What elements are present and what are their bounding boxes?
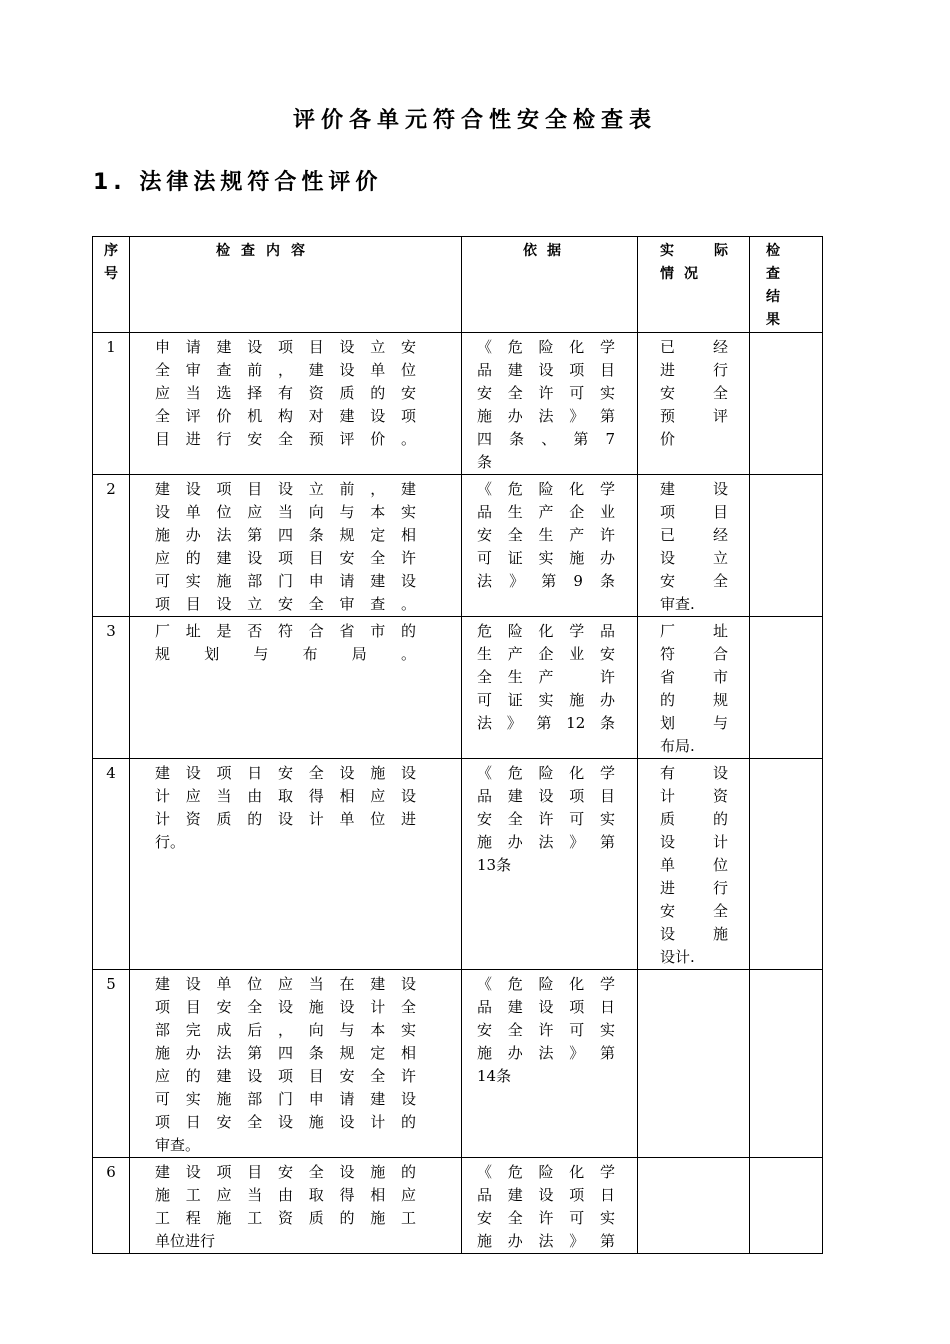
row-number: 3 (93, 617, 130, 759)
table-row (93, 1158, 823, 1254)
actual-situation-line: 有设 (660, 764, 728, 782)
check-content-cell (130, 759, 462, 970)
check-content-line: 应当选择有资质的安 (155, 384, 416, 402)
actual-situation-cell-lines (660, 762, 728, 969)
check-content-cell (130, 617, 462, 759)
table-header-row (93, 237, 823, 333)
actual-situation-line: 质的 (660, 810, 728, 828)
actual-situation-line: 已经 (660, 526, 728, 544)
check-content-line: 项目安全设施设计全 (155, 998, 416, 1016)
basis-line: 可证实施办 (477, 549, 615, 567)
basis-cell (462, 617, 638, 759)
basis-line: 法》第12条 (477, 714, 615, 732)
actual-situation-cell (638, 970, 750, 1158)
basis-line: 施办法》第 (477, 1044, 615, 1062)
check-content-line: 行。 (155, 833, 186, 851)
actual-situation-line: 项目 (660, 503, 728, 521)
basis-line: 品建设项日 (477, 998, 615, 1016)
header-actual-line-1: 实际 (660, 243, 728, 259)
basis-line: 品生产企业 (477, 503, 615, 521)
basis-cell-lines (477, 1161, 615, 1253)
actual-situation-line: 安全 (660, 384, 728, 402)
table-row (93, 759, 823, 970)
check-content-cell-lines (155, 1161, 416, 1253)
table-row (93, 617, 823, 759)
header-result-line-1: 检 (766, 243, 780, 259)
check-content-line: 项日安全设施设计的 (155, 1113, 416, 1131)
row-number: 4 (93, 759, 130, 970)
actual-situation-cell-lines (660, 620, 728, 758)
basis-line: 《危险化学 (477, 975, 615, 993)
check-content-line: 施办法第四条规定相 (155, 1044, 416, 1062)
basis-line: 法》第9条 (477, 572, 615, 590)
check-content-line: 全审查前，建设单位 (155, 361, 416, 379)
actual-situation-cell (638, 333, 750, 475)
check-content-cell-lines (155, 762, 416, 854)
header-result (750, 237, 823, 333)
check-content-cell-lines (155, 336, 416, 451)
check-result-cell (750, 1158, 823, 1254)
actual-situation-line: 安全 (660, 902, 728, 920)
compliance-check-table (92, 236, 823, 1254)
check-content-cell (130, 475, 462, 617)
actual-situation-cell (638, 475, 750, 617)
actual-situation-line: 单位 (660, 856, 728, 874)
check-content-cell-lines (155, 478, 416, 616)
actual-situation-cell-lines (660, 478, 728, 616)
header-basis: 依据 (462, 237, 638, 333)
header-content: 检查内容 (130, 237, 462, 333)
check-content-line: 施办法第四条规定相 (155, 526, 416, 544)
basis-line: 安全生产许 (477, 526, 615, 544)
basis-line: 安全许可实 (477, 1209, 615, 1227)
section-heading: 1. 法律法规符合性评价 (93, 170, 383, 195)
basis-line: 四条、第7 (477, 430, 615, 448)
basis-line: 条 (477, 453, 493, 471)
actual-situation-line: 建设 (660, 480, 728, 498)
basis-line: 安全许可实 (477, 810, 615, 828)
actual-situation-cell (638, 1158, 750, 1254)
basis-line: 施办法》第 (477, 1232, 615, 1250)
basis-line: 施办法》第 (477, 407, 615, 425)
check-content-line: 工程施工资质的施工 (155, 1209, 416, 1227)
check-content-line: 建设项目安全设施的 (155, 1163, 416, 1181)
actual-situation-line: 进行 (660, 361, 728, 379)
header-result-line-3: 结 (766, 289, 780, 305)
actual-situation-line: 符合 (660, 645, 728, 663)
actual-situation-line: 省市 (660, 668, 728, 686)
basis-cell-lines (477, 478, 615, 593)
basis-cell-lines (477, 336, 615, 474)
check-content-line: 计应当由取得相应设 (155, 787, 416, 805)
header-result-line-2: 查 (766, 266, 780, 282)
check-content-line: 可实施部门申请建设 (155, 1090, 416, 1108)
basis-line: 13条 (477, 856, 512, 874)
row-number: 2 (93, 475, 130, 617)
basis-line: 《危险化学 (477, 1163, 615, 1181)
check-result-cell (750, 475, 823, 617)
basis-line: 施办法》第 (477, 833, 615, 851)
basis-line: 《危险化学 (477, 480, 615, 498)
actual-situation-cell (638, 759, 750, 970)
check-content-line: 应的建设项目安全许 (155, 549, 416, 567)
check-content-line: 规划与布局。 (155, 645, 416, 663)
basis-line: 生产企业安 (477, 645, 615, 663)
basis-line: 《危险化学 (477, 338, 615, 356)
basis-cell (462, 475, 638, 617)
check-content-line: 目进行安全预评价。 (155, 430, 416, 448)
basis-line: 危险化学品 (477, 622, 615, 640)
basis-line: 品建设项目 (477, 361, 615, 379)
table-row (93, 970, 823, 1158)
row-number: 6 (93, 1158, 130, 1254)
header-actual (638, 237, 750, 333)
basis-cell (462, 333, 638, 475)
page-title: 评价各单元符合性安全检查表 (292, 108, 657, 133)
actual-situation-line: 计资 (660, 787, 728, 805)
check-content-cell (130, 1158, 462, 1254)
row-number: 1 (93, 333, 130, 475)
actual-situation-line: 设计. (660, 948, 695, 966)
check-content-cell (130, 970, 462, 1158)
check-result-cell (750, 333, 823, 475)
row-number: 5 (93, 970, 130, 1158)
check-content-cell-lines (155, 620, 416, 666)
actual-situation-line: 进行 (660, 879, 728, 897)
actual-situation-line: 布局. (660, 737, 695, 755)
check-content-line: 建设单位应当在建设 (155, 975, 416, 993)
basis-cell (462, 759, 638, 970)
basis-cell (462, 970, 638, 1158)
actual-situation-line: 的规 (660, 691, 728, 709)
actual-situation-line: 设计 (660, 833, 728, 851)
actual-situation-cell (638, 617, 750, 759)
check-content-line: 审查。 (155, 1136, 201, 1154)
actual-situation-line: 已经 (660, 338, 728, 356)
header-actual-line-2: 情况 (660, 266, 708, 282)
actual-situation-line: 预评 (660, 407, 728, 425)
basis-cell-lines (477, 620, 615, 735)
actual-situation-line: 厂址 (660, 622, 728, 640)
basis-cell-lines (477, 762, 615, 877)
check-content-line: 应的建设项目安全许 (155, 1067, 416, 1085)
check-content-line: 单位进行 (155, 1232, 216, 1250)
header-no-line-2: 号 (104, 266, 118, 282)
check-content-cell-lines (155, 973, 416, 1157)
basis-line: 全生产 许 (477, 668, 615, 686)
check-content-line: 计资质的设计单位进 (155, 810, 416, 828)
check-content-line: 施工应当由取得相应 (155, 1186, 416, 1204)
actual-situation-line: 审查. (660, 595, 695, 613)
actual-situation-line: 设立 (660, 549, 728, 567)
check-result-cell (750, 617, 823, 759)
table-row (93, 475, 823, 617)
check-result-cell (750, 970, 823, 1158)
check-content-line: 申请建设项目设立安 (155, 338, 416, 356)
header-no-line-1: 序 (104, 243, 118, 259)
check-content-line: 厂址是否符合省市的 (155, 622, 416, 640)
basis-line: 可证实施办 (477, 691, 615, 709)
header-result-line-4: 果 (766, 312, 780, 328)
basis-line: 安全许可实 (477, 384, 615, 402)
basis-line: 《危险化学 (477, 764, 615, 782)
basis-cell (462, 1158, 638, 1254)
check-content-line: 可实施部门申请建设 (155, 572, 416, 590)
check-content-line: 设单位应当向与本实 (155, 503, 416, 521)
check-content-line: 部完成后，向与本实 (155, 1021, 416, 1039)
basis-cell-lines (477, 973, 615, 1088)
table-row (93, 333, 823, 475)
check-content-line: 全评价机构对建设项 (155, 407, 416, 425)
basis-line: 品建设项日 (477, 1186, 615, 1204)
basis-line: 14条 (477, 1067, 512, 1085)
actual-situation-line: 划与 (660, 714, 728, 732)
actual-situation-line: 设施 (660, 925, 728, 943)
check-content-line: 建设项目设立前，建 (155, 480, 416, 498)
check-result-cell (750, 759, 823, 970)
actual-situation-cell-lines (660, 336, 728, 451)
basis-line: 安全许可实 (477, 1021, 615, 1039)
check-content-cell (130, 333, 462, 475)
check-content-line: 建设项日安全设施设 (155, 764, 416, 782)
basis-line: 品建设项目 (477, 787, 615, 805)
header-no (93, 237, 130, 333)
check-content-line: 项目设立安全审查。 (155, 595, 416, 613)
actual-situation-line: 安全 (660, 572, 728, 590)
actual-situation-line: 价 (660, 430, 676, 448)
